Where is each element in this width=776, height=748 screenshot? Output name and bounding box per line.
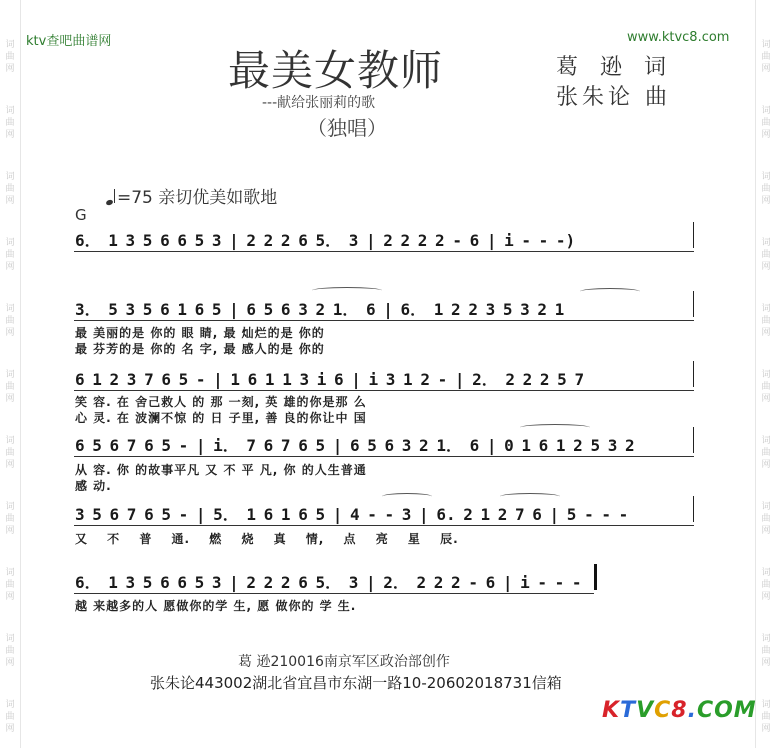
watermark-char: 网 <box>761 658 771 668</box>
score-line-6-notes: 6． 1 3 5 6 6 5 3 | 2 2 2 6 5． 3 | 2． 2 2 2 - 6 | i - - - <box>75 573 582 592</box>
watermark-char: 词 <box>5 370 15 380</box>
beam-line-2 <box>74 320 694 321</box>
watermark-char: 网 <box>5 262 15 272</box>
watermark-char: 曲 <box>761 580 771 590</box>
score-line-6-lyric-1: 越 来越多的人 愿做你的学 生, 愿 做你的 学 生. <box>75 599 357 613</box>
watermark-char: 词 <box>761 634 771 644</box>
score-line-2-notes: 3． 5 3 5 6 1 6 5 | 6 5 6 3 2 1． 6 | 6． 1 2 2 3 5 3 2 1 <box>75 300 565 319</box>
logo-letter: COM <box>696 698 757 723</box>
logo-letter: 8 <box>671 698 688 723</box>
watermark-char: 词 <box>5 634 15 644</box>
quarter-note-icon <box>105 199 113 206</box>
watermark-char: 曲 <box>761 712 771 722</box>
watermark-char: 词 <box>5 106 15 116</box>
lyricist-address: 葛 逊210016南京军区政治部创作 <box>238 654 450 670</box>
score-line-2-lyric-1: 最 美丽的是 你的 眼 睛, 最 灿烂的是 你的 <box>75 326 325 340</box>
watermark-char: 曲 <box>5 184 15 194</box>
slur-mark <box>312 287 382 294</box>
watermark-char: 曲 <box>5 580 15 590</box>
watermark-char: 曲 <box>761 184 771 194</box>
watermark-char: 网 <box>761 526 771 536</box>
watermark-char: 网 <box>5 592 15 602</box>
beam-line-5 <box>74 525 694 526</box>
barline <box>693 361 694 387</box>
watermark-char: 词 <box>761 40 771 50</box>
watermark-char: 网 <box>761 460 771 470</box>
watermark-char: 网 <box>5 658 15 668</box>
watermark-char: 曲 <box>5 448 15 458</box>
slur-mark <box>500 493 560 500</box>
watermark-char: 词 <box>761 700 771 710</box>
song-title: 最美女教师 <box>228 46 444 95</box>
watermark-char: 词 <box>5 238 15 248</box>
barline <box>693 222 694 248</box>
watermark-char: 曲 <box>5 118 15 128</box>
score-line-3-lyric-2: 心 灵. 在 波澜不惊 的 日 子里, 善 良的你让中 国 <box>75 411 367 425</box>
watermark-char: 网 <box>761 64 771 74</box>
watermark-char: 网 <box>761 262 771 272</box>
watermark-char: 曲 <box>5 646 15 656</box>
score-line-1-notes: 6． 1 3 5 6 6 5 3 | 2 2 2 6 5． 3 | 2 2 2 2 - 6 | i - - -) <box>75 231 576 250</box>
watermark-char: 词 <box>761 436 771 446</box>
site-name-left[interactable]: ktv查吧曲谱网 <box>26 34 112 49</box>
watermark-char: 网 <box>5 196 15 206</box>
watermark-char: 曲 <box>761 250 771 260</box>
score-line-4-lyric-2: 感 动. <box>75 479 112 493</box>
score-line-2-lyric-2: 最 芬芳的是 你的 名 字, 最 感人的是 你的 <box>75 342 325 356</box>
score-line-3-lyric-1: 笑 容. 在 舍己救人 的 那 一刻, 英 雄的你是那 么 <box>75 395 367 409</box>
barline <box>693 496 694 522</box>
watermark-char: 词 <box>5 304 15 314</box>
slur-mark <box>520 424 590 431</box>
logo-letter: C <box>654 698 672 723</box>
watermark-char: 词 <box>5 502 15 512</box>
watermark-char: 词 <box>761 238 771 248</box>
score-line-4-notes: 6 5 6 7 6 5 - | i． 7 6 7 6 5 | 6 5 6 3 2 1． 6 | 0 1 6 1 2 5 3 2 <box>75 436 635 455</box>
watermark-char: 网 <box>5 328 15 338</box>
watermark-char: 曲 <box>761 646 771 656</box>
beam-line-4 <box>74 456 694 457</box>
logo-letter: V <box>636 698 655 723</box>
watermark-char: 曲 <box>5 250 15 260</box>
watermark-char: 曲 <box>761 118 771 128</box>
score-line-3-notes: 6 1 2 3 7 6 5 - | 1 6 1 1 3 i 6 | i 3 1 2 - | 2． 2 2 2 5 7 <box>75 370 585 389</box>
watermark-char: 网 <box>761 328 771 338</box>
watermark-char: 词 <box>761 172 771 182</box>
watermark-char: 网 <box>5 64 15 74</box>
watermark-char: 网 <box>761 394 771 404</box>
watermark-char: 曲 <box>5 316 15 326</box>
tempo-marking <box>106 183 277 208</box>
watermark-char: 词 <box>761 106 771 116</box>
site-url-right[interactable]: www.ktvc8.com <box>627 30 730 45</box>
score-line-5-lyric-1: 又 不 普 通. 燃 烧 真 情, 点 亮 星 辰. <box>75 532 459 546</box>
watermark-char: 词 <box>761 304 771 314</box>
watermark-char: 网 <box>5 460 15 470</box>
watermark-char: 网 <box>761 592 771 602</box>
logo-letter: T <box>620 698 637 723</box>
composer-credit: 张朱论 曲 <box>556 85 671 110</box>
logo-letter: . <box>687 698 697 723</box>
beam-line-1 <box>74 251 694 252</box>
tempo-text: =75 亲切优美如歌地 <box>117 188 278 208</box>
watermark-char: 曲 <box>761 52 771 62</box>
barline <box>693 291 694 317</box>
score-line-4-lyric-1: 从 容. 你 的故事平凡 又 不 平 凡, 你 的人生普通 <box>75 463 367 477</box>
performance-mode: （独唱） <box>307 116 387 140</box>
lyricist-credit: 葛逊词 <box>556 55 689 80</box>
final-barline <box>594 564 597 590</box>
watermark-char: 词 <box>5 436 15 446</box>
watermark-char: 网 <box>5 526 15 536</box>
watermark-char: 曲 <box>5 712 15 722</box>
score-line-5-notes: 3 5 6 7 6 5 - | 5． 1 6 1 6 5 | 4 - - 3 | 6. 2 1 2 7 6 | 5 - - - <box>75 505 629 524</box>
song-subtitle: ---献给张丽莉的歌 <box>262 95 376 111</box>
watermark-char: 曲 <box>5 514 15 524</box>
watermark-char: 曲 <box>5 382 15 392</box>
watermark-char: 词 <box>5 172 15 182</box>
beam-line-6 <box>74 593 594 594</box>
watermark-char: 网 <box>5 394 15 404</box>
barline <box>693 427 694 453</box>
watermark-char: 曲 <box>761 448 771 458</box>
watermark-char: 网 <box>5 130 15 140</box>
watermark-char: 曲 <box>5 52 15 62</box>
watermark-char: 曲 <box>761 316 771 326</box>
watermark-char: 网 <box>761 130 771 140</box>
watermark-char: 网 <box>761 724 771 734</box>
beam-line-3 <box>74 390 694 391</box>
site-logo[interactable] <box>602 698 757 723</box>
watermark-char: 词 <box>5 40 15 50</box>
watermark-char: 词 <box>5 700 15 710</box>
watermark-char: 网 <box>5 724 15 734</box>
watermark-char: 词 <box>761 568 771 578</box>
slur-mark <box>580 288 640 295</box>
watermark-char: 曲 <box>761 514 771 524</box>
slur-mark <box>382 493 432 500</box>
logo-letter: K <box>602 698 621 723</box>
watermark-char: 词 <box>761 370 771 380</box>
watermark-char: 词 <box>5 568 15 578</box>
watermark-char: 词 <box>761 502 771 512</box>
key-signature: G <box>75 206 87 224</box>
composer-address: 张朱论443002湖北省宜昌市东湖一路10-20602018731信箱 <box>150 674 562 692</box>
watermark-char: 曲 <box>761 382 771 392</box>
watermark-char: 网 <box>761 196 771 206</box>
